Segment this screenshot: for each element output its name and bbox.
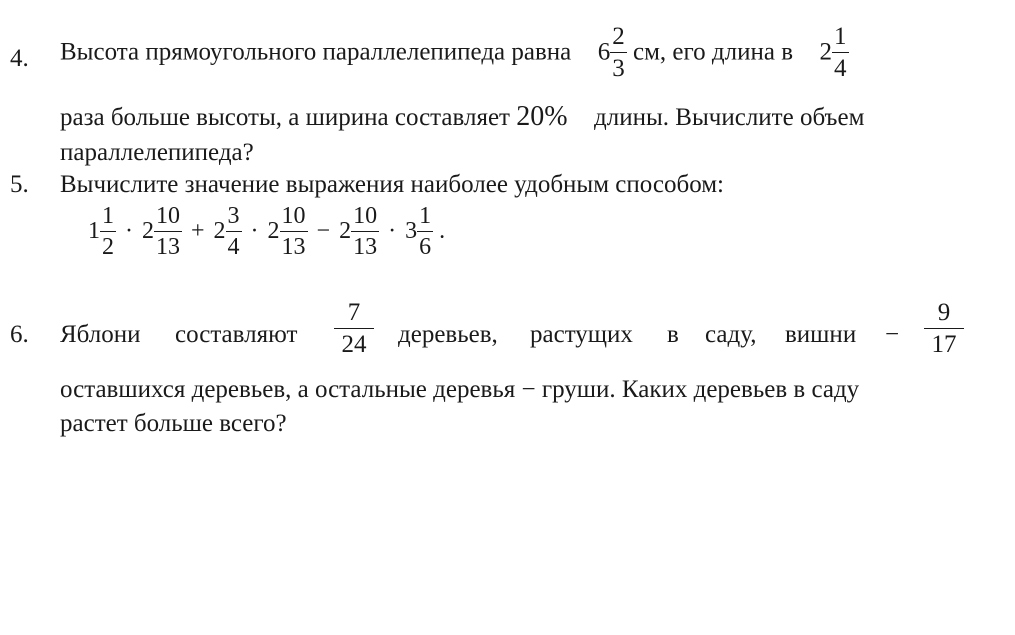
percent-value: 20% bbox=[516, 101, 568, 132]
mixed-fraction: 2 $\frac{3}{4}$ bbox=[213, 203, 240, 260]
mixed-fraction-height: 6 $\frac{2}{3}$ bbox=[597, 23, 625, 82]
fraction: $\frac{2}{3}$ bbox=[612, 23, 625, 82]
problem-text: Высота прямоугольного параллелепипеда равна bbox=[60, 38, 572, 66]
problem-4-line-2 bbox=[60, 101, 864, 133]
multiply-sign: · bbox=[250, 218, 259, 244]
fraction-cherries: $\frac{9}{17}$ bbox=[924, 300, 964, 357]
problem-text: параллелепипеда? bbox=[60, 139, 254, 166]
problem-text: в bbox=[667, 321, 679, 348]
problem-text: растет больше всего? bbox=[60, 410, 287, 437]
mixed-fraction: 3 $\frac{1}{6}$ bbox=[405, 203, 432, 260]
fraction: $\frac{1}{4}$ bbox=[834, 23, 847, 82]
problem-number: 4. bbox=[10, 45, 29, 72]
problem-text: Яблони bbox=[60, 321, 141, 348]
mixed-fraction: 2 $\frac{10}{13}$ bbox=[339, 203, 378, 260]
problem-text: вишни bbox=[785, 321, 857, 348]
problem-text: длины. Вычислите объем bbox=[594, 104, 865, 131]
problem-text: растущих bbox=[530, 321, 633, 348]
problem-text: Вычислите значение выражения наиболее удобным способом: bbox=[60, 171, 724, 198]
mixed-fraction-ratio: 2 $\frac{1}{4}$ bbox=[819, 23, 847, 82]
plus-sign: + bbox=[191, 218, 205, 244]
problem-text: деревьев, bbox=[398, 321, 498, 348]
problem-text: составляют bbox=[175, 321, 298, 348]
mixed-fraction: 2 $\frac{10}{13}$ bbox=[142, 203, 180, 260]
problem-text: раза больше высоты, а ширина составляет bbox=[60, 104, 510, 131]
problem-number: 6. bbox=[10, 321, 29, 348]
minus-sign: − bbox=[316, 218, 331, 244]
problem-4-line-1 bbox=[60, 24, 849, 81]
expression-end: . bbox=[439, 218, 446, 244]
problem-number: 5. bbox=[10, 171, 29, 198]
expression bbox=[88, 204, 445, 259]
mixed-fraction: 1 $\frac{1}{2}$ bbox=[88, 203, 114, 260]
multiply-sign: · bbox=[388, 218, 397, 244]
problem-text: оставшихся деревьев, а остальные деревья − груши. Каких деревьев в саду bbox=[60, 376, 860, 403]
fraction-apples: $\frac{7}{24}$ bbox=[334, 300, 374, 357]
mixed-fraction: 2 $\frac{10}{13}$ bbox=[267, 203, 306, 260]
problem-text: см, его длина в bbox=[633, 38, 794, 66]
problem-text: саду, bbox=[705, 321, 757, 348]
dash: − bbox=[885, 321, 900, 348]
multiply-sign: · bbox=[125, 218, 133, 244]
